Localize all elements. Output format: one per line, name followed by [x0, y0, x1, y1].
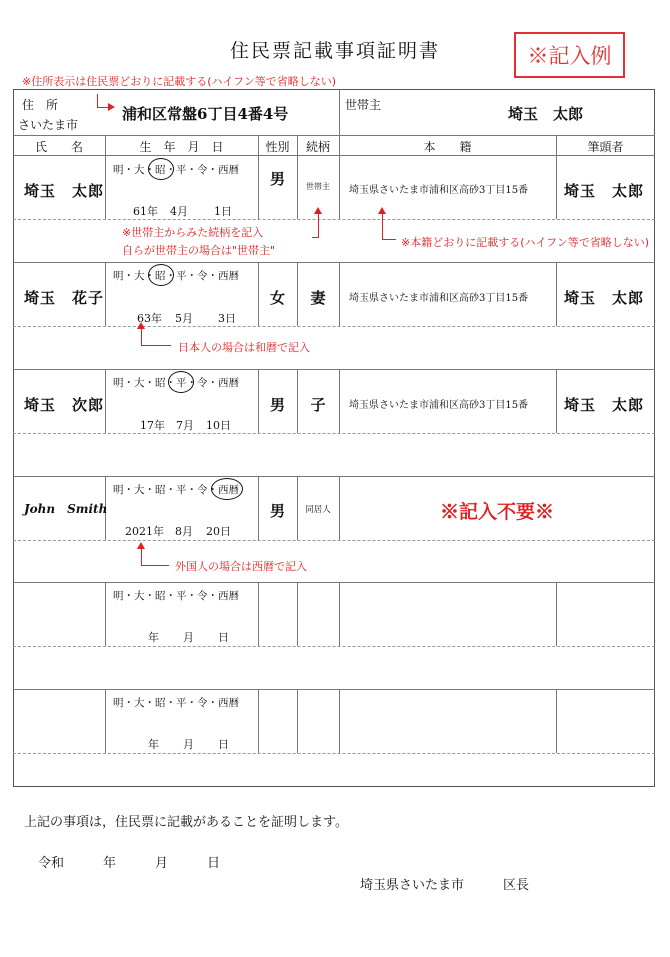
rule [339, 689, 340, 753]
domicile: 埼玉県さいたま市浦和区高砂3丁目15番 [349, 293, 529, 304]
family-head: 埼玉 太郎 [564, 396, 645, 414]
rule [105, 262, 106, 326]
era-selection-circle [168, 371, 194, 393]
person-name: John Smith [24, 502, 108, 516]
rule [556, 582, 557, 646]
rule [258, 689, 259, 753]
sex: 男 [269, 170, 285, 188]
household-head-name: 埼玉 太郎 [508, 105, 584, 123]
dashed-rule [13, 219, 655, 220]
document-title: 住民票記載事項証明書 [229, 40, 440, 62]
certification-statement: 上記の事項は，住民票に記載があることを証明します。 [24, 815, 348, 830]
rule [105, 369, 106, 433]
dashed-rule [13, 753, 655, 754]
birth-year: 63年 [137, 312, 162, 325]
era-options: 明・大・昭・平・令・西暦 [113, 484, 239, 496]
arrow-up-icon [378, 207, 386, 214]
header-dob: 生 年 月 日 [139, 140, 224, 154]
issue-date: 令和 年 月 日 [38, 856, 221, 871]
dashed-rule [13, 433, 655, 434]
rule [13, 369, 655, 370]
header-sex: 性別 [265, 140, 290, 154]
birth-year: 61年 [133, 205, 158, 218]
arrow-up-icon [137, 542, 145, 549]
relation: 子 [310, 396, 326, 414]
sample-stamp: ※記入例 [514, 32, 625, 78]
era-options: 明・大・昭・平・令・西暦 [113, 164, 239, 176]
rule [13, 262, 655, 263]
header-domicile: 本 籍 [423, 140, 472, 154]
era-options: 明・大・昭・平・令・西暦 [113, 697, 239, 709]
rule [13, 476, 655, 477]
relation-note-2: 自らが世帯主の場合は"世帯主" [122, 244, 276, 257]
birth-year: 2021年 [125, 525, 164, 538]
arrow-up-icon [137, 322, 145, 329]
family-head: 埼玉 太郎 [564, 182, 645, 200]
birth-month: 7月 [176, 419, 194, 432]
birth-year: 17年 [140, 419, 165, 432]
relation: 世帯主 [306, 182, 330, 191]
era-options: 明・大・昭・平・令・西暦 [113, 270, 239, 282]
rule [339, 262, 340, 326]
address-value: 浦和区常盤6丁目4番4号 [122, 105, 289, 123]
certificate-table [13, 89, 655, 787]
birth-year: 年 [148, 738, 159, 751]
family-head: 埼玉 太郎 [564, 289, 645, 307]
rule [556, 262, 557, 326]
birth-month: 4月 [170, 205, 188, 218]
rule [297, 689, 298, 753]
header-family-head: 筆頭者 [587, 140, 624, 154]
domicile-note: ※本籍どおりに記載する(ハイフン等で省略しない) [401, 236, 650, 249]
birth-month: 5月 [175, 312, 193, 325]
birth-day: 3日 [218, 312, 236, 325]
person-name: 埼玉 花子 [24, 289, 105, 307]
birth-month: 8月 [175, 525, 193, 538]
dashed-rule [13, 646, 655, 647]
address-note: ※住所表示は住民票どおりに記載する(ハイフン等で省略しない) [22, 75, 337, 88]
era-selection-circle [211, 478, 243, 500]
birth-day: 20日 [206, 525, 231, 538]
birth-day: 日 [218, 738, 229, 751]
arrow-up-icon [314, 207, 322, 214]
japanese-note: 日本人の場合は和暦で記入 [178, 341, 310, 354]
era-options: 明・大・昭・平・令・西暦 [113, 590, 239, 602]
birth-month: 月 [183, 738, 194, 751]
relation: 妻 [310, 289, 326, 307]
header-relation: 続柄 [305, 140, 330, 154]
rule [13, 155, 655, 156]
header-name: 氏 名 [34, 140, 83, 154]
rule [13, 135, 655, 136]
issuer: 埼玉県さいたま市 区長 [360, 878, 530, 893]
rule [105, 582, 106, 646]
not-required-note: ※記入不要※ [440, 501, 555, 523]
birth-day: 10日 [206, 419, 231, 432]
person-name: 埼玉 次郎 [24, 396, 105, 414]
rule [339, 369, 340, 433]
rule [556, 369, 557, 433]
birth-month: 月 [183, 631, 194, 644]
sex: 女 [269, 289, 285, 307]
arrow-right-icon [108, 103, 115, 111]
birth-day: 日 [218, 631, 229, 644]
rule [339, 582, 340, 646]
rule [297, 582, 298, 646]
relation-note-1: ※世帯主からみた続柄を記入 [122, 226, 264, 239]
dashed-rule [13, 326, 655, 327]
sex: 男 [269, 502, 285, 520]
rule [13, 582, 655, 583]
era-options: 明・大・昭・平・令・西暦 [113, 377, 239, 389]
sex: 男 [269, 396, 285, 414]
rule [13, 689, 655, 690]
era-selection-circle [148, 158, 174, 180]
person-name: 埼玉 太郎 [24, 182, 105, 200]
domicile: 埼玉県さいたま市浦和区高砂3丁目15番 [349, 400, 529, 411]
rule [556, 689, 557, 753]
relation: 同居人 [305, 505, 331, 515]
domicile: 埼玉県さいたま市浦和区高砂3丁目15番 [349, 185, 529, 196]
address-label: 住 所 [22, 98, 59, 112]
foreign-note: 外国人の場合は西暦で記入 [175, 560, 307, 573]
rule [339, 476, 340, 540]
era-selection-circle [148, 264, 174, 286]
household-head-label: 世帯主 [345, 98, 382, 112]
address-city: さいたま市 [18, 118, 79, 132]
rule [105, 689, 106, 753]
dashed-rule [13, 540, 655, 541]
rule [258, 582, 259, 646]
birth-day: 1日 [214, 205, 232, 218]
birth-year: 年 [148, 631, 159, 644]
